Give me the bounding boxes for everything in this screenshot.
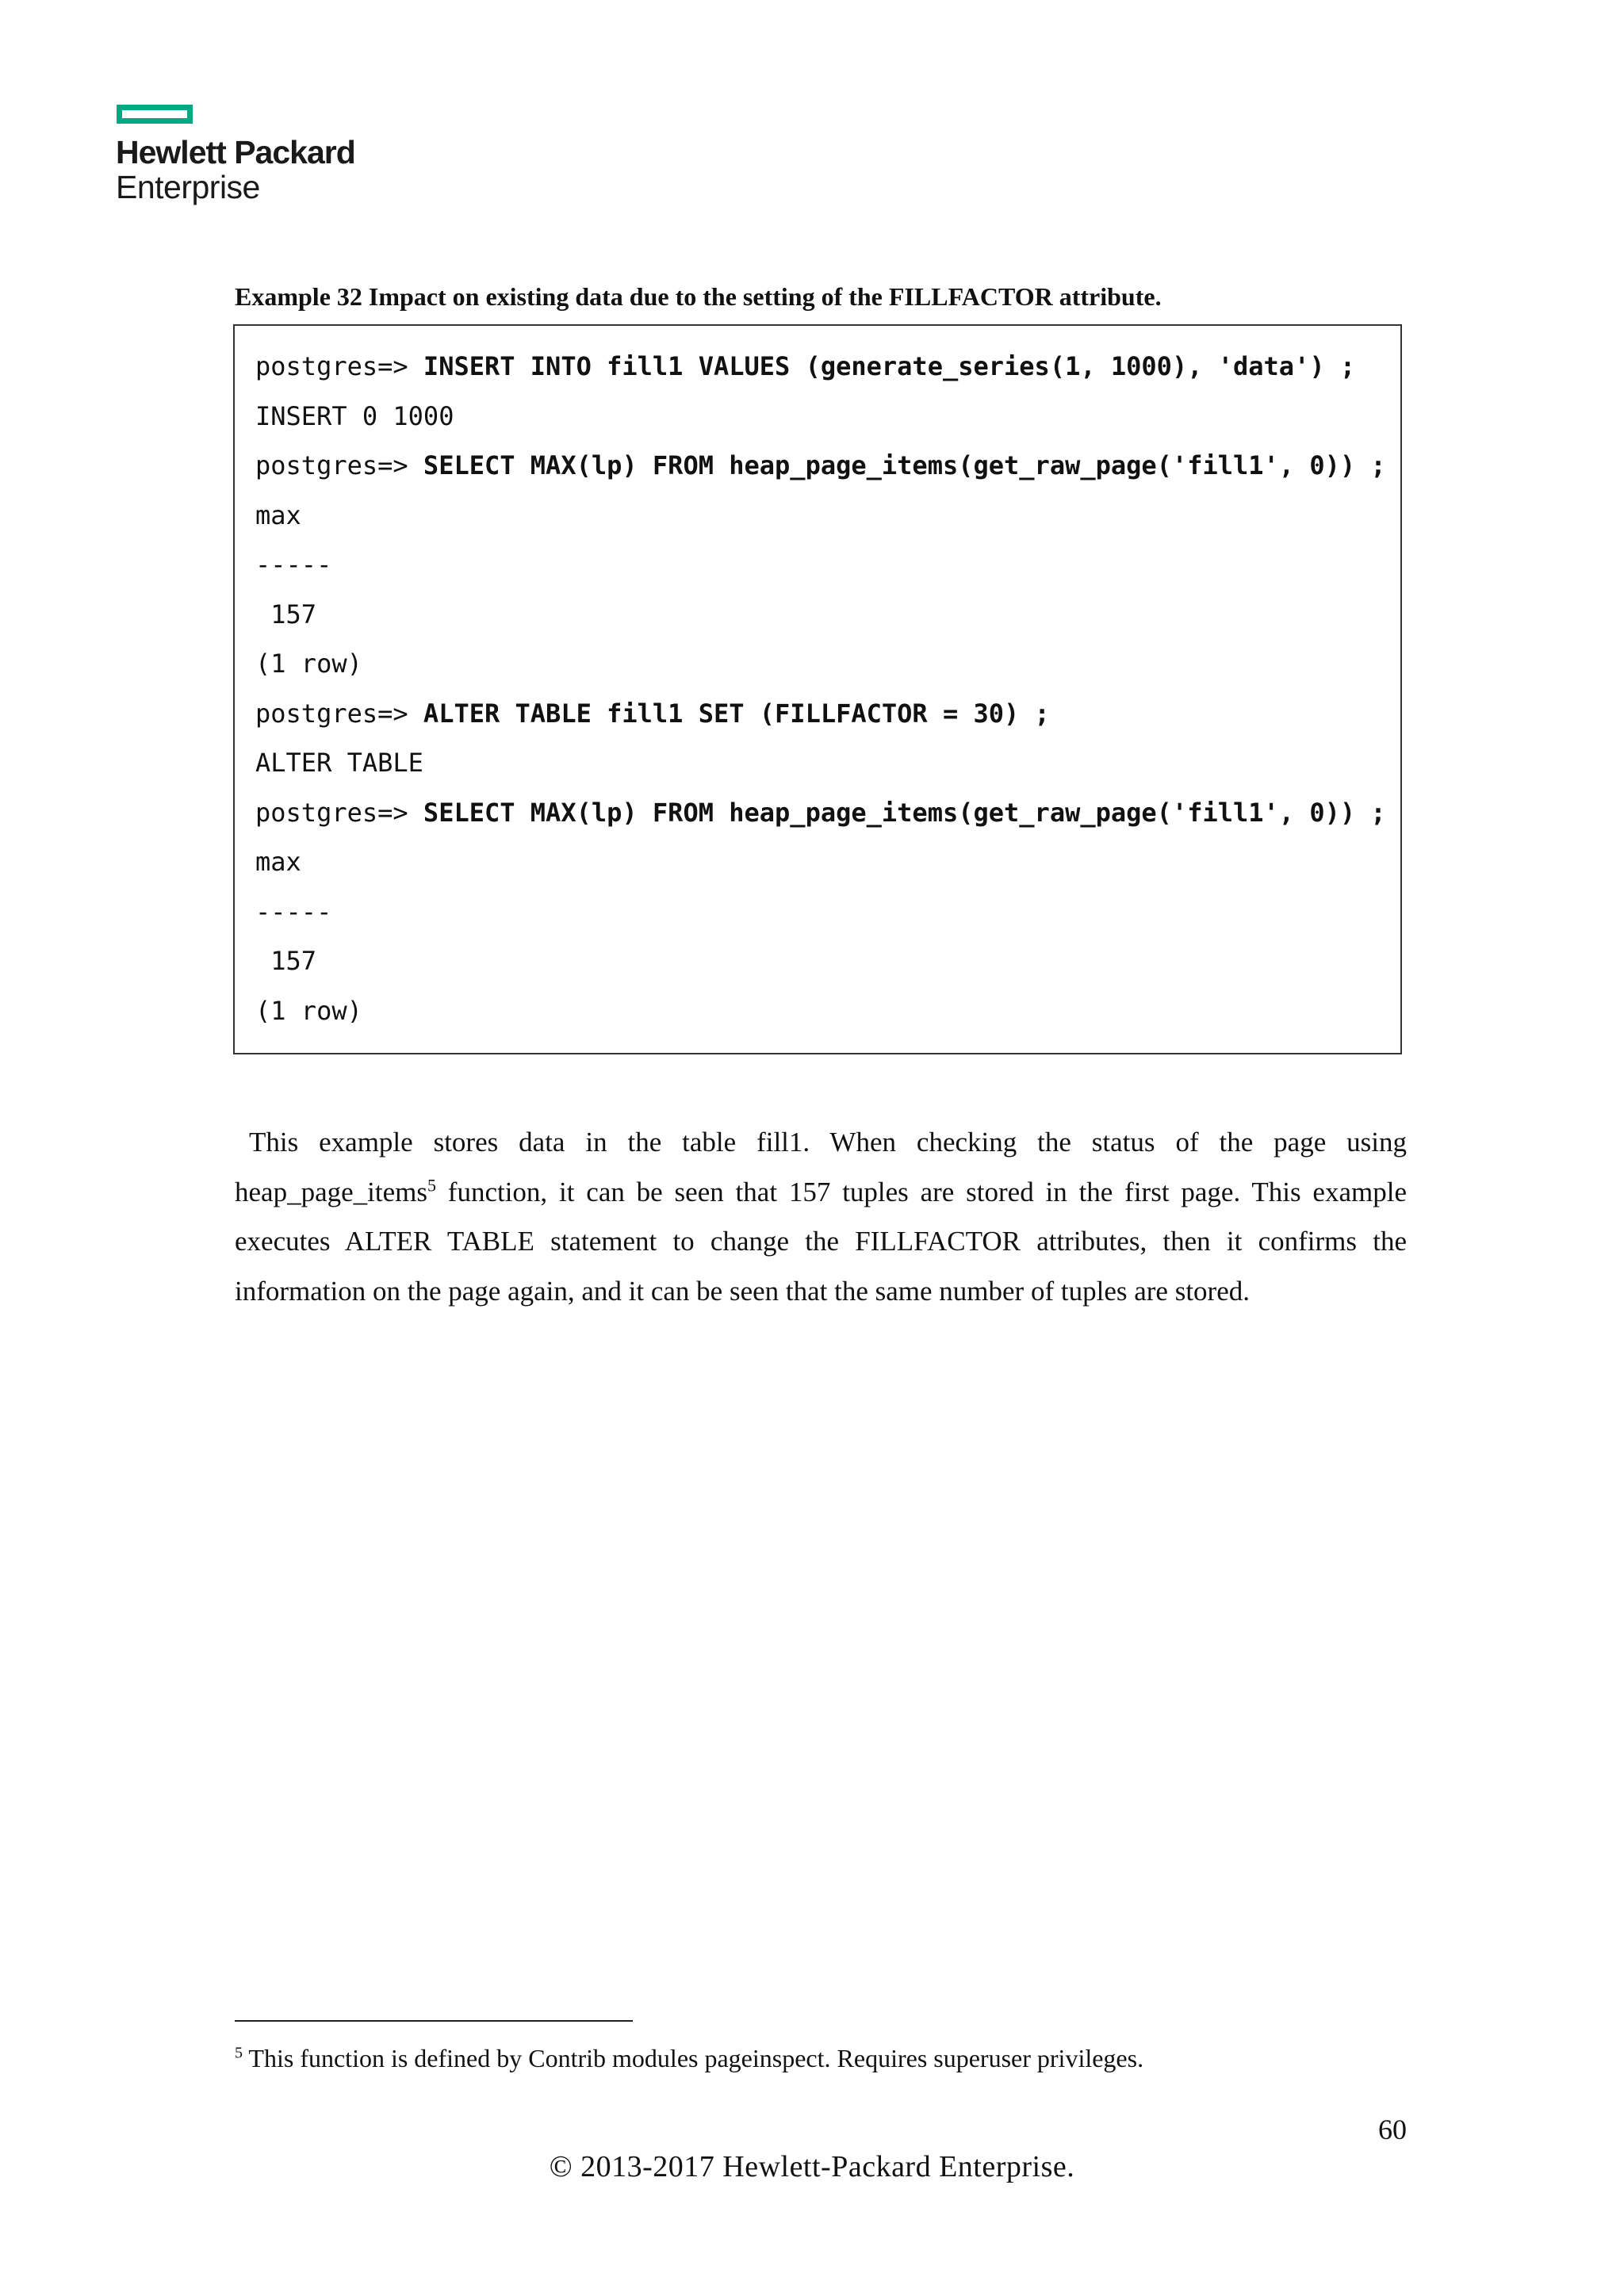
code-block — [233, 324, 1402, 1054]
code-prompt: ALTER TABLE — [255, 748, 423, 778]
code-prompt: max — [255, 499, 301, 530]
code-line — [255, 986, 1400, 1036]
code-line — [255, 590, 1400, 640]
logo-mark — [117, 105, 193, 124]
code-line — [255, 639, 1400, 689]
code-prompt: 157 — [255, 946, 317, 976]
example-caption: Example 32 Impact on existing data due to the setting of the FILLFACTOR attribute. — [235, 282, 1162, 311]
code-prompt: postgres=> — [255, 450, 423, 480]
code-prompt: max — [255, 847, 301, 877]
code-prompt: ----- — [255, 549, 332, 580]
code-prompt: postgres=> — [255, 698, 423, 729]
footnote-marker: 5 — [235, 2044, 243, 2062]
footnote — [235, 2041, 1424, 2076]
code-prompt: 157 — [255, 599, 317, 629]
code-prompt: (1 row) — [255, 995, 362, 1026]
code-command: SELECT MAX(lp) FROM heap_page_items(get_raw_page('fill1', 0)) ; — [423, 450, 1386, 480]
code-line — [255, 342, 1400, 392]
code-line — [255, 689, 1400, 739]
code-command: INSERT INTO fill1 VALUES (generate_series(1, 1000), 'data') ; — [423, 351, 1356, 381]
code-prompt: (1 row) — [255, 649, 362, 679]
footnote-text: This function is defined by Contrib modules pageinspect. Requires superuser privileges. — [243, 2044, 1144, 2072]
code-line — [255, 887, 1400, 937]
code-prompt: ----- — [255, 896, 332, 927]
code-line — [255, 738, 1400, 788]
code-line — [255, 392, 1400, 442]
body-paragraph — [235, 1118, 1407, 1316]
code-line — [255, 491, 1400, 541]
logo-line-1: Hewlett Packard — [116, 134, 355, 170]
code-prompt: postgres=> — [255, 351, 423, 381]
copyright-footer: © 2013-2017 Hewlett-Packard Enterprise. — [549, 2150, 1075, 2183]
page-number: 60 — [1378, 2114, 1407, 2145]
code-line — [255, 540, 1400, 590]
code-line — [255, 837, 1400, 887]
paragraph-text-start: This example stores data in the table fill1. When checking the status of the page using heap_page_items — [235, 1127, 1407, 1207]
code-line — [255, 936, 1400, 986]
code-prompt: postgres=> — [255, 797, 423, 828]
code-line — [255, 788, 1400, 838]
code-command: ALTER TABLE fill1 SET (FILLFACTOR = 30) ; — [423, 698, 1050, 729]
paragraph-text-end: function, it can be seen that 157 tuples are stored in the first page. This example executes ALTER TABLE statement to change the FILLFACTOR attributes, then it confirms the information on the page again, and it can be seen that the same number of tuples are stored. — [235, 1176, 1407, 1307]
footnote-reference[interactable]: 5 — [427, 1174, 436, 1195]
footnote-separator — [235, 2020, 633, 2022]
company-logo — [116, 105, 370, 205]
code-prompt: INSERT 0 1000 — [255, 400, 454, 431]
code-line — [255, 441, 1400, 491]
logo-line-2: Enterprise — [116, 169, 260, 205]
code-command: SELECT MAX(lp) FROM heap_page_items(get_raw_page('fill1', 0)) ; — [423, 797, 1386, 828]
